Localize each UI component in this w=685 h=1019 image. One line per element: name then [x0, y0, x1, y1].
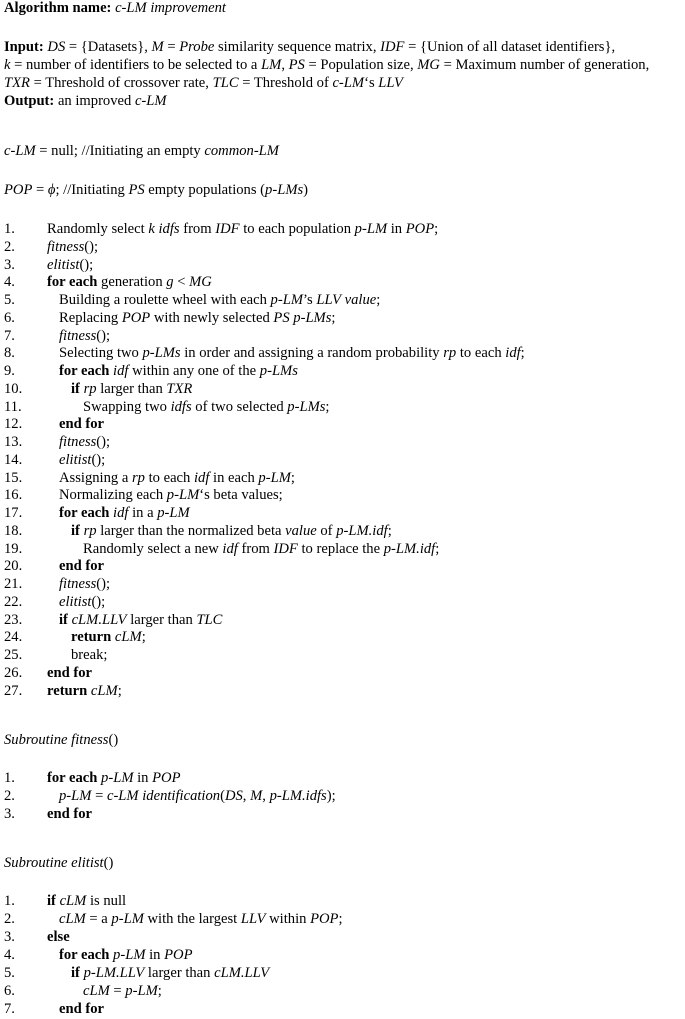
output-line	[4, 93, 167, 111]
step-text: if rp larger than TXR	[71, 380, 193, 397]
step-number: 3.	[4, 806, 15, 822]
step-text: end for	[47, 664, 92, 681]
step-number: 27.	[4, 682, 23, 699]
step-text: if cLM.LLV larger than TLC	[59, 611, 223, 628]
step-number: 20.	[4, 558, 23, 575]
algorithm-name-value: c-LM improvement	[115, 0, 226, 16]
step-number: 1.	[4, 770, 15, 786]
output-text: an improved c-LM	[57, 93, 167, 109]
input-label: Input:	[4, 39, 44, 55]
fitness-title: Subroutine fitness()	[4, 732, 119, 748]
step-text: cLM = a p-LM with the largest LLV within POP;	[59, 911, 343, 927]
step-text: Building a roulette wheel with each p-LM’s LLV value;	[59, 292, 381, 308]
step-text: Replacing POP with newly selected PS p-LMs;	[59, 309, 336, 326]
step-number: 1.	[4, 221, 15, 237]
input-line-1	[4, 39, 615, 57]
step-number: 18.	[4, 522, 23, 539]
step-number: 22.	[4, 593, 23, 610]
step-number: 2.	[4, 911, 15, 927]
step-number: 3.	[4, 929, 15, 945]
step-number: 5.	[4, 965, 15, 981]
step-text: for each idf within any one of the p-LMs	[59, 363, 298, 379]
step-text: for each idf in a p-LM	[59, 505, 190, 521]
step-number: 15.	[4, 469, 23, 486]
step-text: end for	[59, 416, 104, 433]
step-number: 11.	[4, 398, 22, 415]
step-text: end for	[59, 558, 104, 575]
step-number: 13.	[4, 434, 23, 450]
step-text: Normalizing each p-LM‘s beta values;	[59, 487, 283, 504]
step-text: if rp larger than the normalized beta value of p-LM.idf;	[71, 522, 392, 539]
step-number: 4.	[4, 947, 15, 963]
step-text: break;	[71, 647, 108, 663]
step-text: for each generation g < MG	[47, 274, 212, 291]
input-line-3: TXR = Threshold of crossover rate, TLC = Threshold of c-LM‘s LLV	[4, 75, 403, 91]
step-number: 12.	[4, 416, 23, 433]
step-text: fitness();	[59, 576, 111, 592]
elitist-title: Subroutine elitist()	[4, 855, 114, 871]
step-number: 26.	[4, 664, 23, 681]
step-text: Randomly select a new idf from IDF to replace the p-LM.idf;	[83, 540, 440, 557]
step-text: Swapping two idfs of two selected p-LMs;	[83, 398, 330, 415]
step-number: 9.	[4, 363, 15, 379]
algorithm-name-line	[4, 0, 226, 18]
step-number: 17.	[4, 505, 23, 521]
step-text: end for	[59, 1001, 104, 1017]
step-number: 14.	[4, 451, 23, 468]
step-text: fitness();	[59, 327, 111, 344]
step-text: fitness();	[47, 238, 99, 255]
step-text: p-LM = c-LM identification(DS, M, p-LM.idfs);	[59, 788, 336, 804]
step-number: 25.	[4, 647, 23, 663]
step-number: 6.	[4, 309, 15, 326]
step-number: 23.	[4, 611, 23, 628]
init-line-1: c-LM = null; //Initiating an empty common-LM	[4, 143, 279, 159]
step-number: 7.	[4, 1001, 15, 1017]
init-line-2: POP = ϕ; //Initiating PS empty populations (p-LMs)	[4, 182, 309, 198]
step-text: for each p-LM in POP	[59, 947, 193, 963]
step-text: end for	[47, 806, 92, 822]
step-number: 8.	[4, 345, 15, 362]
output-label: Output:	[4, 93, 55, 109]
step-text: Selecting two p-LMs in order and assigning a random probability rp to each idf;	[59, 345, 525, 362]
step-number: 1.	[4, 893, 15, 909]
step-text: elitist();	[59, 451, 106, 468]
step-number: 21.	[4, 576, 23, 592]
step-text: elitist();	[59, 593, 106, 610]
step-text: return cLM;	[71, 629, 146, 646]
step-text: return cLM;	[47, 682, 122, 699]
step-text: Randomly select k idfs from IDF to each population p-LM in POP;	[47, 221, 439, 237]
step-number: 19.	[4, 540, 23, 557]
step-number: 3.	[4, 256, 15, 273]
step-text: elitist();	[47, 256, 94, 273]
step-number: 7.	[4, 327, 15, 344]
step-text: cLM = p-LM;	[83, 983, 162, 999]
step-number: 24.	[4, 629, 23, 646]
algorithm-name-label: Algorithm name:	[4, 0, 112, 16]
step-number: 2.	[4, 238, 15, 255]
step-text: if p-LM.LLV larger than cLM.LLV	[71, 965, 270, 981]
step-number: 5.	[4, 292, 15, 308]
step-number: 10.	[4, 380, 23, 397]
step-number: 4.	[4, 274, 15, 291]
step-text: Assigning a rp to each idf in each p-LM;	[59, 469, 295, 486]
step-text: else	[47, 929, 70, 945]
step-number: 16.	[4, 487, 23, 504]
step-text: for each p-LM in POP	[47, 770, 181, 786]
step-number: 6.	[4, 983, 15, 999]
step-text: if cLM is null	[47, 893, 127, 909]
step-text: fitness();	[59, 434, 111, 450]
input-text-1: DS = {Datasets}, M = Probe similarity sequence matrix, IDF = {Union of all dataset identifiers},	[47, 39, 616, 55]
step-number: 2.	[4, 788, 15, 804]
input-line-2: k = number of identifiers to be selected to a LM, PS = Population size, MG = Maximum number of generation,	[4, 57, 650, 73]
